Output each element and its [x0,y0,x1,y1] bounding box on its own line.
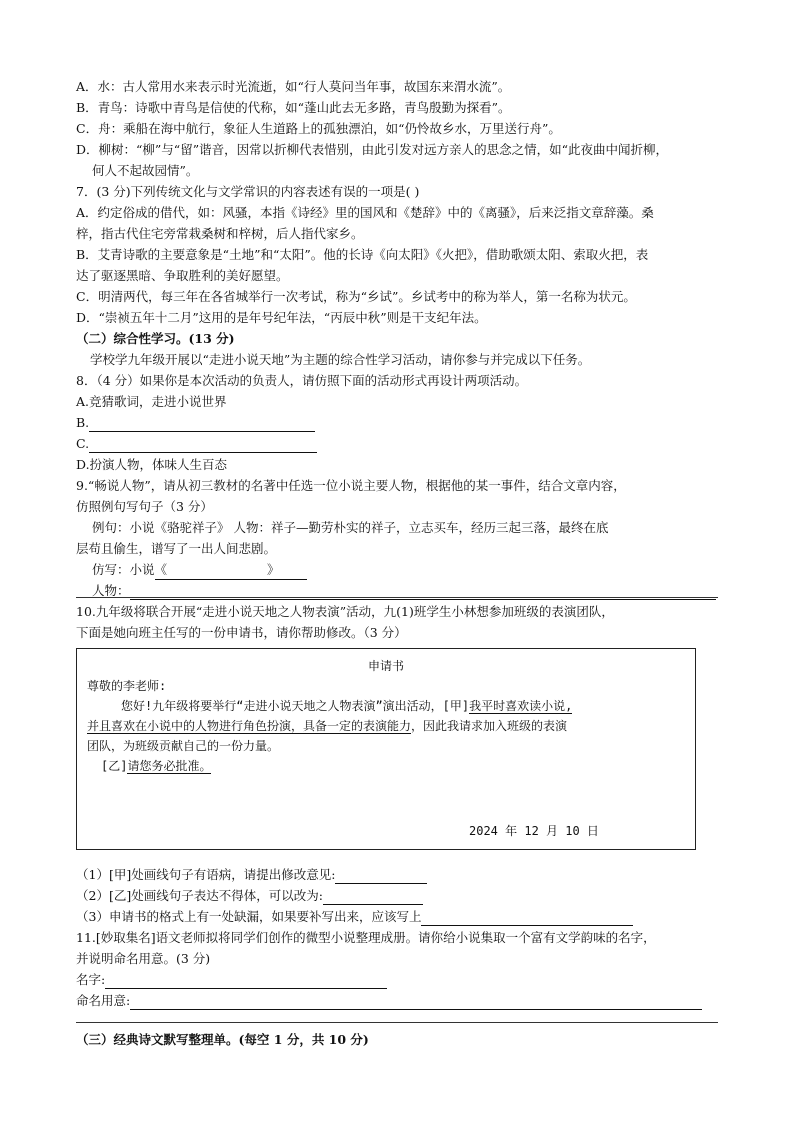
question-10-line1: 10.九年级将联合开展“走进小说天地之人物表演”活动，九(1)班学生小林想参加班级的表演团队， [76,604,614,619]
q11-meaning-label: 命名用意: [76,993,131,1008]
question-10-line2: 下面是她向班主任写的一份申请书，请你帮助修改。（3 分） [76,625,407,640]
q10-subquestion-2 [76,887,423,905]
q10-s3-text: （3）申请书的格式上有一处缺漏，如果要补写出来，应该写上 [76,909,422,924]
q10-subquestion-3 [76,908,633,926]
option-b-bluebird: B．青鸟：诗歌中青鸟是信使的代称，如“蓬山此去无多路，青鸟殷勤为探看”。 [76,100,511,115]
q10-s2-text: （2）[乙]处画线句子表达不得体，可以改为: [76,888,323,903]
q11-extra-answer-line[interactable] [76,1022,718,1023]
question-11-line1: 11.[妙取集名]语文老师拟将同学们创作的微型小说整理成册。请你给小说集取一个富有文学韵味的名字， [76,930,656,945]
option-c-boat: C．舟：乘船在海中航行，象征人生道路上的孤独漂泊，如“仍怜故乡水，万里送行舟”。 [76,121,561,136]
q7-option-c: C．明清两代，每三年在各省城举行一次考试，称为“乡试”。乡试考中的称为举人，第一名称为状元。 [76,289,636,304]
letter-underline-jia-part2: 并且喜欢在小说中的人物进行角色扮演，具备一定的表演能力 [87,719,412,733]
question-11-line2: 并说明命名用意。(3 分) [76,951,211,966]
letter-underline-yi: 请您务必批准。 [127,759,212,773]
option-d-willow-line2: 何人不起故园情”。 [92,163,199,178]
q8-b-answer-blank[interactable] [89,418,315,432]
letter-p4-lead: [乙] [101,759,128,773]
question-8: 8．（4 分）如果你是本次活动的负责人，请仿照下面的活动形式再设计两项活动。 [76,373,528,388]
q10-s3-answer-blank[interactable] [421,912,633,926]
q11-name-row [76,971,387,989]
letter-paragraph-line1 [121,697,572,715]
section-2-intro: 学校学九年级开展以“走进小说天地”为主题的综合性学习活动，请你参与并完成以下任务。 [90,352,591,367]
letter-underline-jia-part1: 我平时喜欢读小说, [469,699,573,713]
q9-example-line2: 层苟且偷生，谱写了一出人间悲剧。 [76,541,277,556]
section-3-heading: （三）经典诗文默写整理单。(每空 1 分，共 10 分) [76,1032,369,1047]
q11-meaning-answer-blank[interactable] [130,996,702,1010]
question-9-line2: 仿照例句写句子（3 分） [76,499,213,514]
q9-imitation-row [92,561,307,580]
q9-imitation-label: 仿写：小说 [92,562,155,577]
q7-option-d: D．“崇祯五年十二月”这用的是年号纪年法，“丙辰中秋”则是干支纪年法。 [76,310,487,325]
question-7: 7．(3 分)下列传统文化与文学常识的内容表述有误的一项是( ) [76,184,420,199]
q10-subquestion-1 [76,866,427,884]
letter-salutation: 尊敬的李老师: [87,679,167,693]
letter-date: 2024 年 12 月 10 日 [469,824,599,838]
q11-name-answer-blank[interactable] [105,975,387,989]
q8-c-label: C. [76,436,90,451]
q8-b-label: B. [76,415,90,430]
q10-s2-answer-blank[interactable] [323,891,423,905]
q9-person-label: 人物： [92,583,130,598]
q10-s1-answer-blank[interactable] [335,870,427,884]
q11-meaning-row [76,992,702,1010]
q11-name-label: 名字: [76,972,106,987]
q9-open-bracket: 《 [154,562,168,577]
letter-paragraph-line4 [101,757,211,775]
q8-activity-b [76,414,315,432]
letter-title: 申请书 [367,659,404,673]
q8-c-answer-blank[interactable] [89,439,317,453]
application-letter-box [76,648,696,850]
section-2-heading: （二）综合性学习。(13 分) [76,331,235,346]
letter-paragraph-line2 [87,717,567,735]
q7-option-b-line1: B．艾青诗歌的主要意象是“土地”和“太阳”。他的长诗《向太阳》《火把》，借助歌颂太阳、索取火把，表 [76,247,649,262]
q8-activity-a: A.竞猜歌词，走进小说世界 [76,394,227,409]
q8-activity-d: D.扮演人物，体味人生百态 [76,457,228,472]
q9-close-bracket: 》 [267,562,280,577]
letter-paragraph-line3: 团队，为班级贡献自己的一份力量。 [87,739,280,753]
letter-p1-lead: 您好!九年级将要举行“走进小说天地之人物表演”演出活动，[甲] [121,699,470,713]
option-a-water: A．水：古人常用水来表示时光流逝，如“行人莫问当年事，故国东来渭水流”。 [76,79,511,94]
q9-example-line1: 例句：小说《骆驼祥子》 人物：祥子—勤劳朴实的祥子，立志买车，经历三起三落，最终在底 [92,520,609,535]
q9-book-title-blank[interactable] [155,561,307,580]
letter-p2-tail: ，因此我请求加入班级的表演 [411,719,568,733]
question-9-line1: 9.“畅说人物”，请从初三教材的名著中任选一位小说主要人物，根据他的某一事件，结合文章内容， [76,478,626,493]
q7-option-b-line2: 达了驱逐黑暗、争取胜利的美好愿望。 [76,268,289,283]
q7-option-a-line1: A．约定俗成的借代，如：风骚，本指《诗经》里的国风和《楚辞》中的《离骚》，后来泛指文章辞藻。桑 [76,205,654,220]
q7-option-a-line2: 梓，指古代住宅旁常栽桑树和梓树，后人指代家乡。 [76,226,364,241]
option-d-willow-line1: D．柳树：“柳”与“留”谐音，因常以折柳代表惜别，由此引发对远方亲人的思念之情，如“此夜曲中闻折柳， [76,142,668,157]
q8-activity-c [76,435,317,453]
q10-s1-text: （1）[甲]处画线句子有语病，请提出修改意见: [76,867,336,882]
q9-extra-answer-line[interactable] [76,597,718,598]
